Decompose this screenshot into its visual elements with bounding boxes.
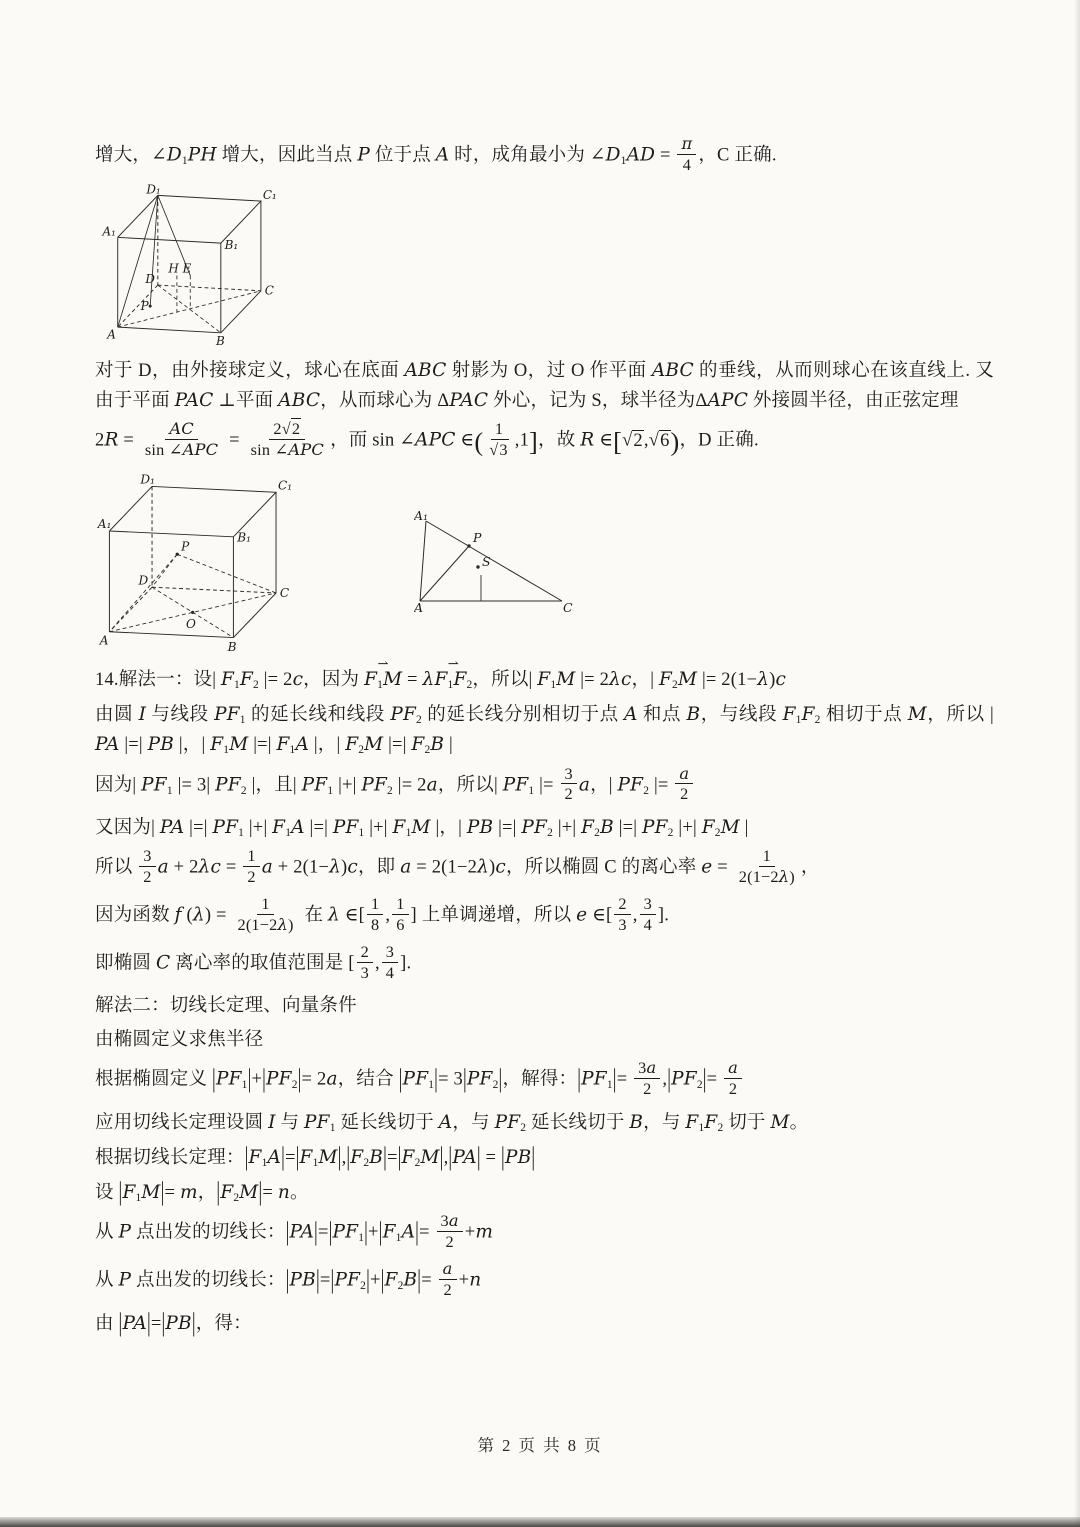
cube1-label-d1: D₁	[146, 182, 161, 197]
triangle-label-s: S	[482, 553, 491, 569]
para-option-d-analysis: 对于 D，由外接球定义，球心在底面 ABC 射影为 O，过 O 作平面 ABC 的垂线，从而则球心在该直线上. 又由于平面 PAC ⊥平面 ABC，从而球心为 ΔPAC 外心，记为 S，球半径为ΔAPC 外接圆半径，由正弦定理	[95, 359, 994, 411]
para-tangent-theorem-setup: 应用切线长定理设圆 I 与 $PF_1$ 延长线切于 A，与 $PF_2$ 延长线切于 B，与 $F_1F_2$ 切于 M。	[95, 1111, 809, 1134]
cube1-labels	[101, 182, 276, 348]
para-tangent-length-pb: 从 P 点出发的切线长：$|PB|=|PF_2|+|F_2B|=$ $\frac{a}{2}$ +n	[95, 1259, 482, 1300]
cube1-label-d: D	[145, 271, 155, 286]
cube2-label-b: B	[227, 640, 237, 654]
para-eccentricity-equation: 所以 $\frac{3}{2}$ a + 2λc = $\frac{1}{2}$ a + 2(1−λ)c，即 a = 2(1−2λ)c，所以椭圆 C 的离心率 e = $\frac{1}{2(1-2\lambda)}$ ，	[95, 846, 820, 887]
formula-sine-rule: 2R = AC sin ∠APC = 2√2 sin ∠APC ，而 sin ∠APC ∈( $\frac{1}{√3}$ ,1]，故 R ∈[√2,√6)，D 正确.	[95, 419, 759, 460]
figure-row	[97, 469, 994, 655]
cube1-label-e: E	[182, 261, 192, 276]
cube2-svg	[97, 469, 302, 655]
cube2-label-p: P	[181, 539, 190, 554]
cube1-label-a1: A₁	[102, 224, 116, 239]
para-tangent-length-pa: 从 P 点出发的切线长：$|PA|=|PF_1|+|F_1A|=$ $\frac{3a}{2}$ +m	[95, 1211, 494, 1252]
cube2-label-b1: B₁	[237, 530, 252, 545]
triangle-point-p-dot	[467, 544, 470, 547]
cube2-point-o-dot	[191, 611, 194, 614]
triangle-label-a1: A₁	[414, 510, 429, 523]
cube2-label-d1: D₁	[140, 472, 155, 487]
scan-edge-bottom	[0, 1517, 1080, 1527]
para-pa-equals-pb: 由 |PA|=|PB|，得：	[95, 1309, 252, 1339]
triangle-edges	[420, 521, 562, 601]
cube1-label-b: B	[216, 333, 225, 348]
triangle-label-c: C	[563, 599, 573, 615]
para-focal-radii: 因为| $PF_1$ |= 3| $PF_2$ |，且| $PF_1$ |+| $PF_2$ |= 2a，所以| $PF_1$ |= $\frac{3}{2}$ a，| $PF_2$ |= $\frac{a}{2}$	[95, 766, 994, 807]
para-tangent-theorem-equalities: 根据切线长定理：$|F_1A|=|F_1M|,|F_2B|=|F_2M|,|PA| = |PB|$	[95, 1143, 536, 1173]
cube1-point-p-dot	[149, 304, 152, 307]
para-eccentricity-range: 即椭圆 C 离心率的取值范围是 [ $\frac{2}{3}$ , $\frac{3}{4}$ ].	[95, 941, 412, 982]
cube1-label-h: H	[168, 261, 179, 276]
cube1-label-c1: C₁	[262, 187, 277, 202]
triangle-svg	[414, 511, 574, 615]
para-monotonic-function: 因为函数 f (λ) = $\frac{1}{2(1-2\lambda)}$ 在 λ ∈[ $\frac{1}{8}$ , $\frac{1}{6}$ ] 上单调递增，所以 e ∈[ $\frac{2}{3}$ , $\frac{3}{4}$ ].	[95, 894, 670, 935]
para-ellipse-definition: 根据椭圆定义 $|PF_1|+|PF_2|= 2a$，结合 $|PF_1|= 3|PF_2|$，解得：$|PF_1|=$ $\frac{3a}{2}$ $,|PF_2|=$ $\frac{a}{2}$	[95, 1060, 994, 1101]
triangle-label-p: P	[473, 529, 482, 545]
cube2-label-c: C	[279, 585, 290, 600]
cube2-label-a: A	[99, 633, 109, 648]
cube2-edges	[109, 486, 276, 637]
triangle-point-s-dot	[476, 565, 479, 568]
cube2-label-c1: C₁	[277, 478, 293, 493]
triangle-labels	[414, 511, 573, 615]
para-q14-method1-setup: 14.解法一：设| $F_1F_2$ |= 2c，因为 $F_1M$ ⇀ = $\lambda F_1F_2$ ⇀，所以| $F_1M$ |= 2λc，| $F_2M$ |= 2(1−λ)c	[95, 665, 994, 695]
triangle-label-a: A	[414, 599, 424, 615]
cube2-point-p-dot	[176, 552, 179, 555]
cube2-label-d: D	[138, 573, 149, 588]
heading-method2: 解法二：切线长定理、向量条件	[95, 995, 357, 1016]
cube1-label-c: C	[264, 283, 274, 298]
para-method2-intro: 由椭圆定义求焦半径	[95, 1029, 264, 1050]
page-number-footer: 第 2 页 共 8 页	[477, 1436, 603, 1455]
cube2-label-a1: A₁	[97, 516, 112, 531]
cube-figure-2	[97, 469, 302, 655]
cube2-labels	[97, 472, 292, 654]
cube2-label-o: O	[185, 616, 196, 631]
para-tangent-circle-conditions: 由圆 I 与线段 $PF_1$ 的延长线和线段 $PF_2$ 的延长线分别相切于点 A 和点 B，与线段 $F_1F_2$ 相切于点 M，所以 | PA |=| PB |，| $F_1M$ |=| $F_1A$ |，| $F_2M$ |=| $F_2B$ |	[95, 704, 994, 757]
cube1-label-a: A	[107, 327, 116, 342]
cube1-svg	[101, 182, 291, 350]
cube1-label-p: P	[140, 298, 149, 313]
para-tangent-length-sums: 又因为| PA |=| $PF_1$ |+| $F_1A$ |=| $PF_1$ |+| $F_1M$ |，| PB |=| $PF_2$ |+| $F_2B$ |=| $PF_2$ |+| $F_2M$ |	[95, 817, 749, 840]
scan-edge-right	[1074, 0, 1080, 1527]
triangle-figure	[414, 511, 574, 615]
para-angle-minimum: 增大，$\angle D_1PH$ 增大，因此当点 P 位于点 A 时，成角最小为 $\angle D_1AD$ = $\frac{\pi}{4}$ ，C 正确.	[95, 134, 777, 174]
para-let-m-n: 设 $|F_1M|= m$，$|F_2M|= n$。	[95, 1178, 309, 1208]
cube1-label-b1: B₁	[224, 237, 239, 252]
cube-figure-1	[101, 182, 994, 350]
